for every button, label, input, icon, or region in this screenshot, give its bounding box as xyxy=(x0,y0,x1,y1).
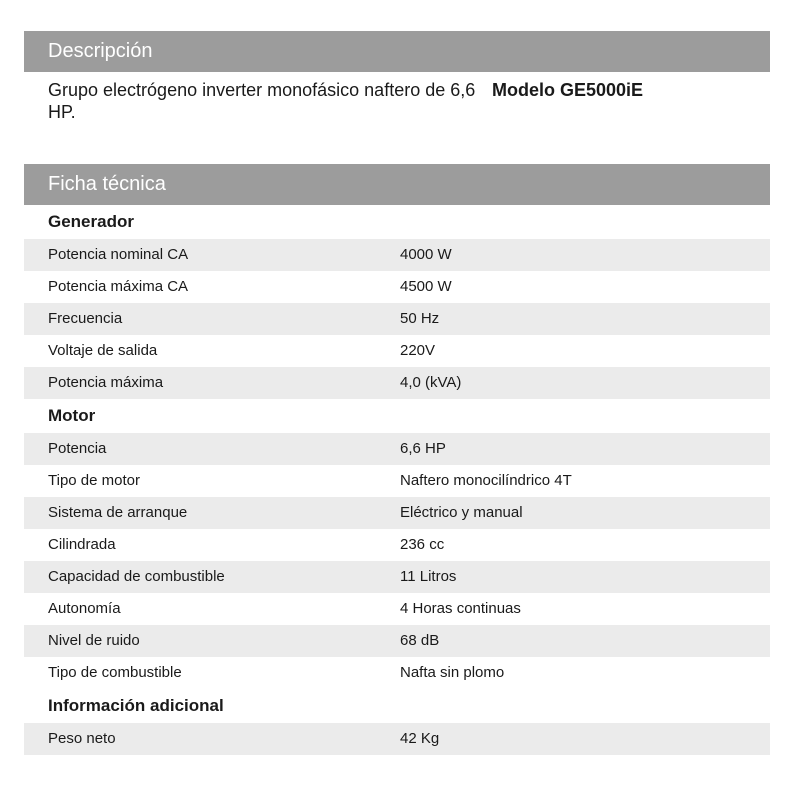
spec-row xyxy=(24,497,770,529)
spec-label: Potencia nominal CA xyxy=(48,246,189,263)
spec-row xyxy=(24,593,770,625)
spec-label: Voltaje de salida xyxy=(48,342,158,359)
spec-value: Nafta sin plomo xyxy=(400,664,505,681)
spec-row xyxy=(24,433,770,465)
spec-row xyxy=(24,465,770,497)
spec-value: 4 Horas continuas xyxy=(400,600,521,617)
description-header: Descripción xyxy=(24,31,770,72)
spec-sheet-header: Ficha técnica xyxy=(24,164,770,205)
spec-value: 6,6 HP xyxy=(400,440,446,457)
spec-label: Potencia máxima xyxy=(48,374,164,391)
spec-value: 4,0 (kVA) xyxy=(400,374,462,391)
spec-value: 11 Litros xyxy=(400,568,457,585)
spec-row xyxy=(24,239,770,271)
spec-value: 50 Hz xyxy=(400,310,440,327)
spec-value: 4000 W xyxy=(400,246,452,263)
spec-label: Tipo de motor xyxy=(48,472,140,489)
spec-row xyxy=(24,561,770,593)
spec-value: Eléctrico y manual xyxy=(400,504,523,521)
spec-row xyxy=(24,367,770,399)
spec-value: 220V xyxy=(400,342,436,359)
spec-value: 68 dB xyxy=(400,632,440,649)
spec-table xyxy=(24,205,770,755)
spec-row xyxy=(24,657,770,689)
group-title-informacion-adicional: Información adicional xyxy=(24,689,770,723)
spec-label: Frecuencia xyxy=(48,310,123,327)
spec-value: 42 Kg xyxy=(400,730,440,747)
spec-label: Capacidad de combustible xyxy=(48,568,225,585)
spec-label: Potencia máxima CA xyxy=(48,278,189,295)
spec-label: Potencia xyxy=(48,440,107,457)
spec-label: Peso neto xyxy=(48,730,116,747)
spec-value: 236 cc xyxy=(400,536,445,553)
spec-label: Tipo de combustible xyxy=(48,664,182,681)
spec-label: Sistema de arranque xyxy=(48,504,188,521)
spec-row xyxy=(24,723,770,755)
spec-row xyxy=(24,335,770,367)
spec-row xyxy=(24,529,770,561)
group-title-motor: Motor xyxy=(24,399,770,433)
spec-label: Nivel de ruido xyxy=(48,632,140,649)
spec-value: Naftero monocilíndrico 4T xyxy=(400,472,572,489)
model-name: Modelo GE5000iE xyxy=(492,80,644,100)
spec-row xyxy=(24,303,770,335)
group-title-generador: Generador xyxy=(24,205,770,239)
spec-row xyxy=(24,625,770,657)
spec-label: Autonomía xyxy=(48,600,121,617)
spec-value: 4500 W xyxy=(400,278,452,295)
spec-label: Cilindrada xyxy=(48,536,116,553)
description-text: Grupo electrógeno inverter monofásico naftero de 6,6 HP. xyxy=(48,80,476,122)
spec-row xyxy=(24,271,770,303)
